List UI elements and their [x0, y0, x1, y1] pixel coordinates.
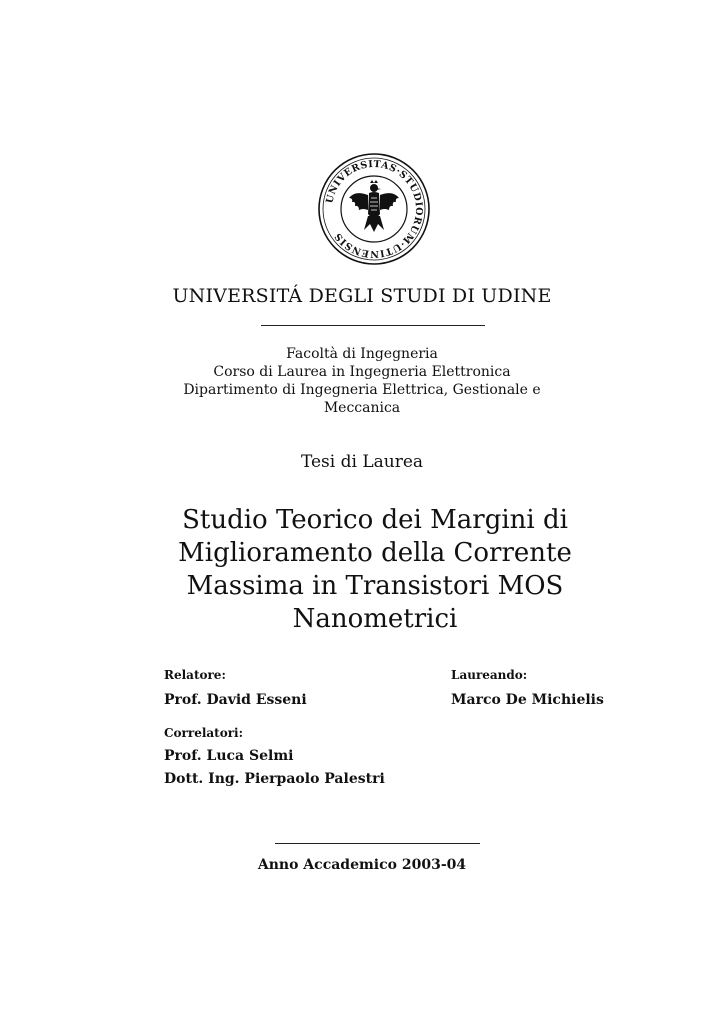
divider-bottom	[275, 843, 480, 844]
relatore-name: Prof. David Esseni	[164, 692, 307, 708]
university-seal	[317, 152, 431, 266]
academic-year: Anno Accademico 2003-04	[257, 857, 467, 873]
thesis-title	[140, 504, 610, 636]
correlatore-name: Dott. Ing. Pierpaolo Palestri	[164, 771, 385, 787]
relatore-label: Relatore:	[164, 668, 226, 682]
correlatore-name: Prof. Luca Selmi	[164, 748, 294, 764]
title-line: Studio Teorico dei Margini di	[182, 505, 568, 535]
seal-ring-text: UNIVERSITAS·STUDIORUM·UTINENSIS	[324, 158, 425, 260]
title-line: Miglioramento della Corrente	[178, 538, 572, 568]
university-name: UNIVERSITÁ DEGLI STUDI DI UDINE	[172, 285, 552, 307]
seal-graphic	[317, 152, 431, 266]
laureando-name: Marco De Michielis	[451, 692, 604, 708]
department-block	[0, 345, 724, 417]
thesis-type: Tesi di Laurea	[300, 452, 424, 472]
title-line: Nanometrici	[292, 604, 458, 634]
title-line: Massima in Transistori MOS	[186, 571, 564, 601]
course-line: Corso di Laurea in Ingegneria Elettronica	[213, 364, 511, 380]
department-line-continued: Meccanica	[323, 400, 401, 416]
laureando-label: Laureando:	[451, 668, 528, 682]
faculty-line: Facoltà di Ingegneria	[286, 346, 438, 362]
divider-top	[261, 325, 485, 326]
department-line: Dipartimento di Ingegneria Elettrica, Gestionale e	[183, 382, 541, 398]
correlatori-label: Correlatori:	[164, 726, 244, 740]
